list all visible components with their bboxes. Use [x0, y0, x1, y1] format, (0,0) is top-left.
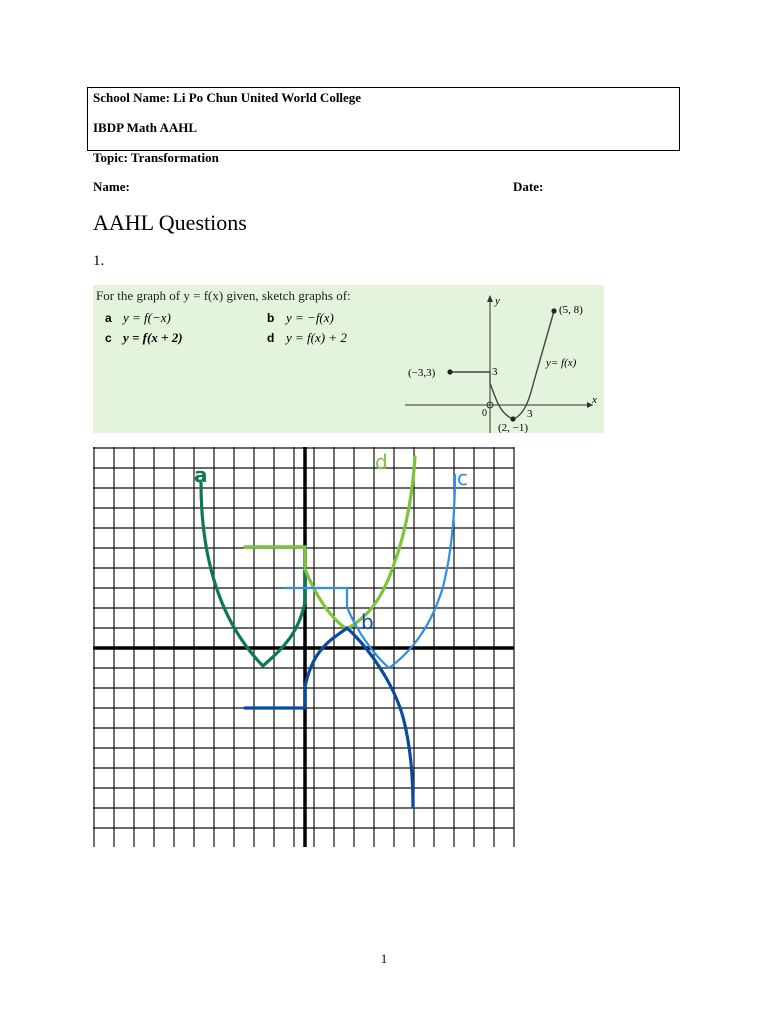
curve-c: [285, 475, 455, 668]
page-heading: AAHL Questions: [93, 210, 247, 235]
question-number: 1.: [93, 253, 105, 269]
x-axis-label: x: [592, 394, 597, 406]
sketch-grid: [93, 447, 516, 849]
label-c: c: [457, 466, 468, 490]
course-name: IBDP Math AAHL: [93, 120, 198, 135]
problem-panel: [93, 285, 604, 433]
problem-prompt: For the graph of y = f(x) given, sketch graphs of:: [96, 288, 351, 303]
point-min-marker: [510, 416, 515, 421]
curve-d: [245, 457, 415, 629]
label-d: d: [375, 450, 388, 474]
point-left-marker: [447, 369, 452, 374]
y-axis-label: y: [495, 295, 500, 307]
x-tick-3: 3: [527, 408, 533, 420]
point-left-label: (−3,3): [408, 367, 436, 379]
part-b-expr: y = −f(x): [286, 310, 334, 325]
part-d-letter: d: [267, 331, 275, 345]
part-d-expr: y = f(x) + 2: [286, 330, 347, 345]
topic: Topic: Transformation: [93, 150, 219, 165]
label-b: b: [361, 610, 374, 634]
label-a: a: [194, 463, 208, 487]
f-curve: [450, 311, 554, 419]
school-name: School Name: Li Po Chun United World College: [93, 90, 362, 105]
problem-graphic: [93, 285, 604, 433]
part-b-letter: b: [267, 311, 275, 325]
page-number: 1: [380, 951, 388, 966]
name-label: Name:: [93, 179, 130, 194]
part-a-letter: a: [105, 311, 112, 325]
curve-a: [201, 483, 305, 666]
point-right-label: (5, 8): [559, 304, 583, 316]
part-c-letter: c: [105, 331, 112, 345]
part-c-expr: y = f(x + 2): [123, 330, 183, 345]
curve-b: [245, 628, 413, 807]
date-label: Date:: [513, 179, 544, 194]
part-a-expr: y = f(−x): [123, 310, 171, 325]
point-right-marker: [551, 308, 556, 313]
curve-label: y= f(x): [546, 357, 577, 369]
point-min-label: (2, −1): [498, 422, 529, 433]
origin-label: 0: [482, 408, 487, 419]
y-arrow-icon: [487, 295, 493, 302]
y-tick-3: 3: [492, 366, 498, 378]
